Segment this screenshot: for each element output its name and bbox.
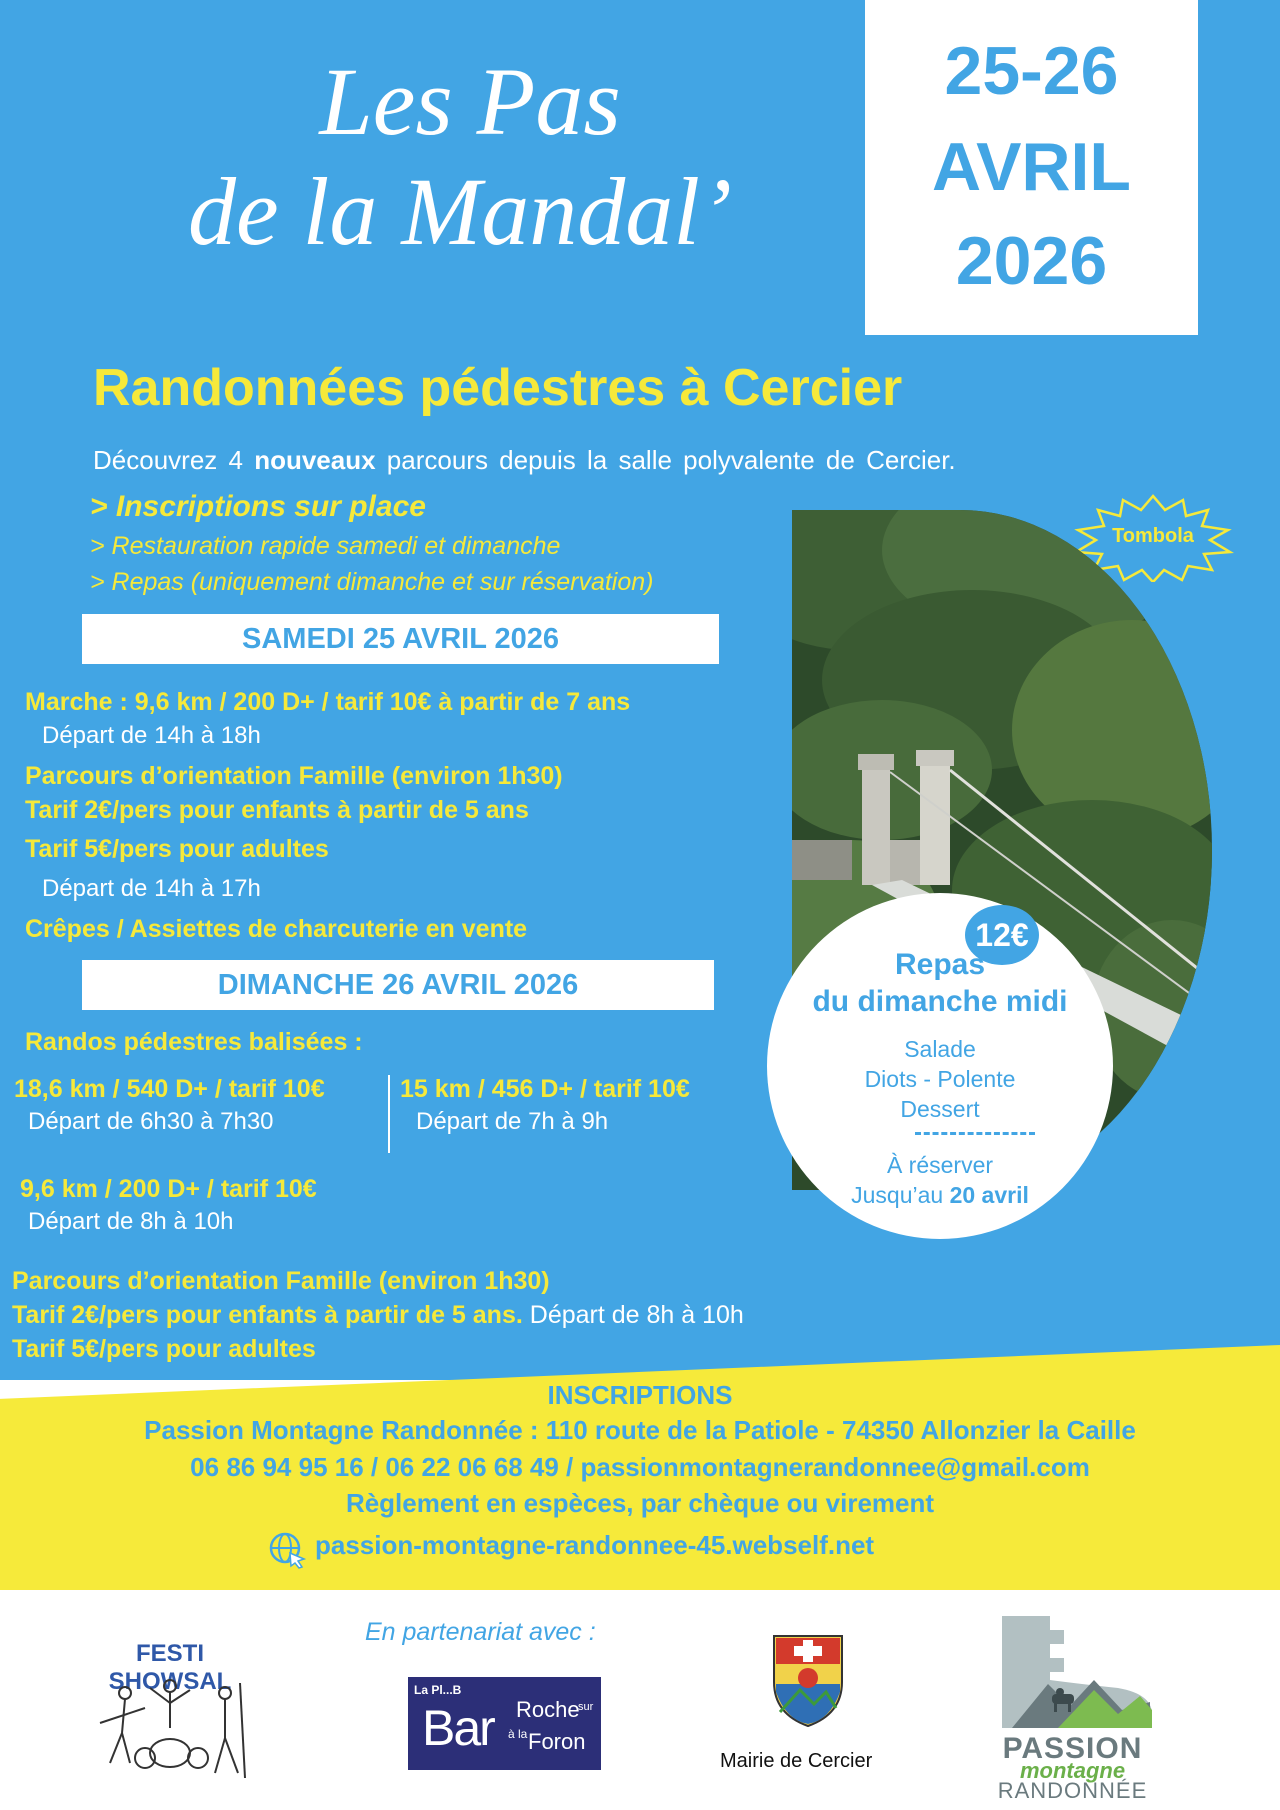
sunday-randos-title: Randos pédestres balisées :: [25, 1028, 363, 1056]
saturday-orientation-depart: Départ de 14h à 17h: [42, 875, 261, 902]
registration-website[interactable]: passion-montagne-randonnee-45.webself.net: [315, 1530, 875, 1560]
bar-logo-sur: sur: [578, 1701, 594, 1713]
sunday-route2-info: 15 km / 456 D+ / tarif 10€: [400, 1075, 690, 1103]
date-box: [865, 0, 1198, 335]
highlight-inscriptions: > Inscriptions sur place: [90, 490, 426, 523]
sunday-route3-info: 9,6 km / 200 D+ / tarif 10€: [20, 1175, 317, 1203]
route-separator: [388, 1075, 390, 1153]
musicians-icon: [90, 1678, 250, 1788]
pmr-logo-montagne: montagne: [1019, 1758, 1126, 1783]
bar-logo-a: à la: [508, 1727, 528, 1741]
bar-logo-foron: Foron: [528, 1729, 586, 1754]
saturday-tarif-children: Tarif 2€/pers pour enfants à partir de 5 ans: [25, 796, 529, 824]
saturday-walk: Marche : 9,6 km / 200 D+ / tarif 10€ à partir de 7 ans: [25, 688, 631, 716]
sunday-heading: DIMANCHE 26 AVRIL 2026: [82, 960, 714, 1010]
sunday-route1-info: 18,6 km / 540 D+ / tarif 10€: [14, 1075, 325, 1103]
saturday-heading: SAMEDI 25 AVRIL 2026: [82, 614, 719, 664]
registration-contact: 06 86 94 95 16 / 06 22 06 68 49 / passionmontagnerandonnee@gmail.com: [190, 1452, 1090, 1482]
meal-until: [767, 1182, 1113, 1209]
date-month: AVRIL: [932, 129, 1131, 205]
sunday-orientation: Parcours d’orientation Famille (environ 1h30): [12, 1267, 550, 1295]
mountain-boot-icon: [990, 1610, 1155, 1732]
festi-showsal-name: FESTI SHOWSAL: [108, 1640, 232, 1695]
sunday-orientation-depart: Départ de 8h à 10h: [522, 1301, 744, 1329]
intro-after: parcours depuis la salle polyvalente de Cercier.: [375, 445, 956, 475]
meal-item-3: Dessert: [900, 1096, 980, 1122]
saturday-food: Crêpes / Assiettes de charcuterie en vente: [25, 915, 528, 943]
bar-logo-small: La Pl...B: [414, 1683, 462, 1697]
sunday-route3-depart: Départ de 8h à 10h: [28, 1208, 234, 1235]
bar-roche-logo: [408, 1677, 601, 1770]
subtitle: Randonnées pédestres à Cercier: [93, 359, 903, 417]
sunday-tarif-children-line: [12, 1301, 744, 1330]
meal-title-2: du dimanche midi: [812, 985, 1068, 1018]
highlight-restauration: > Restauration rapide samedi et dimanche: [90, 532, 561, 560]
sunday-tarif-adults: Tarif 5€/pers pour adultes: [12, 1335, 316, 1363]
bar-logo-big: Bar: [422, 1700, 494, 1756]
pmr-logo-randonnee: RANDONNÉE: [997, 1778, 1148, 1803]
registration-payment: Règlement en espèces, par chèque ou virement: [345, 1488, 935, 1518]
intro-text: [93, 445, 956, 476]
meal-item-1: Salade: [904, 1036, 976, 1062]
date-year: 2026: [955, 223, 1108, 299]
cercier-coat-of-arms: [770, 1632, 846, 1728]
sunday-tarif-children: Tarif 2€/pers pour enfants à partir de 5 ans.: [12, 1301, 523, 1329]
globe-icon: [268, 1531, 306, 1569]
date-days: 25-26: [944, 33, 1119, 109]
meal-until-prefix: Jusqu’au: [851, 1182, 950, 1208]
saturday-tarif-adults: Tarif 5€/pers pour adultes: [25, 835, 329, 863]
sunday-route1-depart: Départ de 6h30 à 7h30: [28, 1108, 274, 1135]
festi-showsal-logo: [80, 1640, 260, 1790]
saturday-walk-depart: Départ de 14h à 18h: [42, 722, 261, 749]
intro-before: Découvrez 4: [93, 445, 255, 475]
bar-logo-roche: Roche: [516, 1697, 580, 1722]
partners-label: En partenariat avec :: [365, 1618, 596, 1646]
pmr-logo-passion: PASSION: [1002, 1732, 1143, 1765]
passion-montagne-logo: [990, 1610, 1155, 1803]
meal-reserve: À réserver: [886, 1152, 994, 1178]
registration-address: Passion Montagne Randonnée : 110 route de la Patiole - 74350 Allonzier la Caille: [144, 1415, 1136, 1445]
meal-price-badge: 12€: [965, 905, 1039, 965]
shield-icon: [770, 1632, 846, 1728]
meal-until-date: 20 avril: [949, 1182, 1029, 1208]
highlight-repas: > Repas (uniquement dimanche et sur réservation): [90, 568, 654, 596]
mairie-label: Mairie de Cercier: [720, 1750, 873, 1772]
registration-heading: INSCRIPTIONS: [547, 1380, 733, 1410]
meal-divider: [915, 1132, 1035, 1135]
meal-item-2: Diots - Polente: [864, 1066, 1016, 1092]
saturday-orientation: Parcours d’orientation Famille (environ 1h30): [25, 762, 563, 790]
event-title-line2: de la Mandal’: [188, 158, 732, 265]
tombola-label: Tombola: [1112, 525, 1194, 547]
event-title-line1: Les Pas: [319, 48, 621, 155]
sunday-route2-depart: Départ de 7h à 9h: [416, 1108, 609, 1135]
intro-bold: nouveaux: [254, 445, 376, 475]
meal-title-1: Repas: [894, 948, 986, 981]
